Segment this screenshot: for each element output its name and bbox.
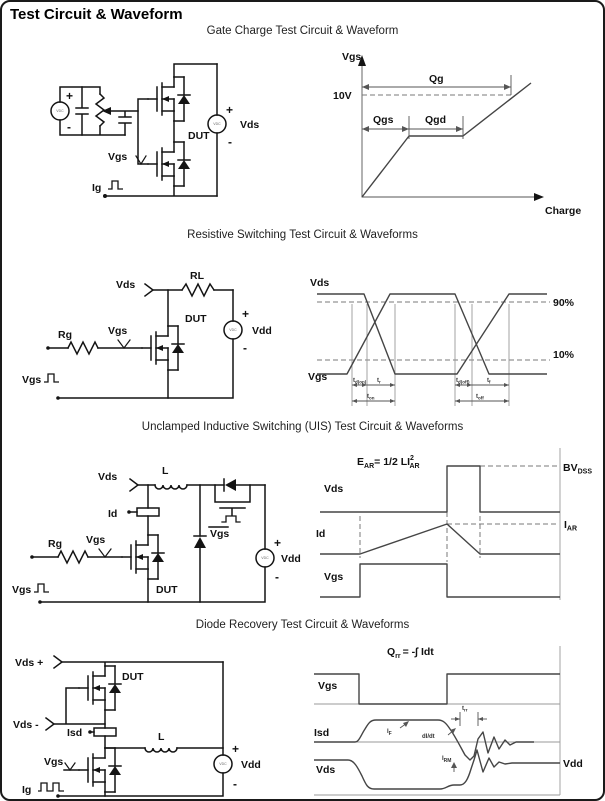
ear-formula: $E_{AR}= 1/2$ $LI^2$ AR [357, 455, 420, 470]
vds-probe-label: Vds [98, 471, 118, 483]
vdd-minus-sign: - [243, 341, 247, 355]
x-axis-label: Charge [545, 205, 582, 217]
diode-recovery-circuit-diagram [10, 636, 305, 800]
ninety-pct-label: 90% [553, 297, 575, 309]
top-rail [54, 656, 223, 668]
y-axis-label: Vgs [342, 51, 362, 63]
vdc-source-label: VDC [213, 122, 221, 126]
resistive-waveform-chart [305, 254, 603, 420]
vdd-plus-sign: + [232, 742, 240, 756]
vgs-input-label: Vgs [22, 374, 42, 386]
vdd-minus-sign: - [275, 570, 279, 584]
gate-branch [30, 549, 122, 563]
vdc-source-label: VDC [56, 109, 64, 113]
axes [358, 55, 544, 201]
id-label: Id [108, 508, 118, 520]
rg-label: Rg [58, 329, 72, 341]
vgs-label: Vgs [44, 756, 64, 768]
didt-label: dI/dt [422, 734, 435, 740]
resistive-section-title: Resistive Switching Test Circuit & Waveforms [187, 229, 418, 241]
trr-label: $t_{rr}$ [462, 706, 468, 713]
vds-trace [317, 294, 547, 374]
page-title: Test Circuit & Waveform [10, 6, 183, 23]
qgd-label: Qgd [425, 114, 446, 126]
rg-label: Rg [48, 538, 62, 550]
vdd-label: Vdd [241, 759, 261, 771]
gate-charge-waveform-chart [305, 44, 603, 224]
timing-gridlines [352, 304, 509, 406]
dashed-references [360, 466, 558, 562]
uis-circuit-diagram [10, 440, 305, 614]
toff-label: $t_{off}$ [476, 394, 484, 401]
gate-branch [46, 340, 142, 354]
qgs-label: Qgs [373, 114, 394, 126]
vgs-trace [320, 564, 560, 597]
vdd-plus-sign: + [242, 307, 250, 321]
vgs-trace [317, 294, 547, 374]
vdd-plus-sign: + [274, 536, 282, 550]
irm-arrow [451, 762, 457, 772]
vgs-pulse-icon [34, 584, 49, 592]
id-trace [320, 524, 560, 554]
vds-minus-probe-label: Vds - [13, 719, 39, 731]
vgs-pulse-icon [44, 374, 59, 382]
vgs-trace-label: Vgs [308, 371, 328, 383]
if-arrow [400, 721, 409, 728]
vds-label: Vds [240, 119, 260, 131]
supply-branch [56, 662, 232, 798]
vds-probe-label: Vds [116, 279, 136, 291]
vdd-label: Vdd [252, 325, 272, 337]
uis-waveform-chart [302, 440, 600, 614]
vds-plus-sign: + [226, 103, 234, 117]
vds-trace-label: Vds [324, 483, 344, 495]
driver-mosfet [64, 748, 121, 796]
vds-trace-label: Vds [316, 764, 336, 776]
clamp-diode-branch [194, 485, 206, 602]
dut-mosfet [46, 666, 121, 730]
irm-label: $I_{RM}$ [442, 756, 452, 764]
ig-pulse-icon [108, 181, 123, 189]
drain-branch [130, 479, 265, 535]
dut-label: DUT [122, 671, 144, 683]
vdc-source-label: VDC [229, 328, 237, 332]
dut-label: DUT [188, 130, 210, 142]
vgs-trace [314, 674, 560, 704]
ten-volt-label: 10V [333, 90, 352, 102]
ig-double-pulse-icon [38, 783, 64, 791]
vds-supply-branch [208, 64, 226, 196]
bvdss-label: $BV_{DSS}$ [563, 462, 592, 476]
vds-trace [314, 750, 560, 789]
isd-trace [314, 720, 534, 760]
inductor-branch [105, 748, 223, 752]
tr-label: $t_r$ [377, 378, 381, 385]
vgs-bar-label: Vgs [210, 528, 230, 540]
vdd-level-label: Vdd [563, 758, 583, 770]
vdd-label: Vdd [281, 553, 301, 565]
isd-label: Isd [67, 727, 83, 739]
vgs-input-label: Vgs [12, 584, 32, 596]
isd-sense-branch [88, 724, 116, 748]
vgs-trace-label: Vgs [318, 680, 338, 692]
vgs-trace-label: Vgs [324, 571, 344, 583]
vgs-probe-label: Vgs [108, 325, 128, 337]
vds-trace [320, 466, 560, 512]
driver-mosfet [215, 485, 250, 522]
qrr-formula: $Q_{rr}$ = -∫ Idt [387, 646, 434, 660]
dut-mosfet [142, 326, 184, 398]
ig-label: Ig [92, 182, 102, 194]
vgs-probe-label: Vgs [86, 534, 106, 546]
tf-label: $t_f$ [487, 378, 491, 385]
vds-minus-sign: - [228, 135, 232, 149]
td-on-label: $t_{d(on)}$ [353, 378, 367, 385]
gate-charge-circuit-diagram [20, 44, 305, 224]
vgs-charge-curve [362, 83, 531, 197]
source-minus-sign: - [67, 120, 71, 134]
ten-pct-label: 10% [553, 349, 575, 361]
isd-trace-label: Isd [314, 727, 330, 739]
vds-plus-probe-label: Vds + [15, 657, 44, 669]
gate-charge-section-title: Gate Charge Test Circuit & Waveform [206, 25, 399, 37]
dut-label: DUT [156, 584, 178, 596]
resistive-circuit-diagram [20, 248, 305, 420]
diode-recovery-waveform-chart [302, 636, 600, 800]
qg-label: Qg [429, 73, 444, 85]
source-plus-sign: + [66, 89, 74, 103]
td-off-label: $t_{d(off)}$ [456, 378, 470, 385]
inductor-label: L [162, 465, 169, 477]
rl-label: RL [190, 270, 204, 282]
vgs-label: Vgs [108, 151, 128, 163]
vdd-minus-sign: - [233, 777, 237, 791]
trr-dimension [451, 712, 487, 726]
ton-label: $t_{on}$ [367, 394, 375, 401]
timing-dimension-arrows [352, 383, 509, 403]
inductor-label: L [158, 731, 165, 743]
ig-label: Ig [22, 784, 32, 796]
if-label: $I_F$ [387, 729, 392, 737]
vdc-source-label: VDC [219, 762, 227, 766]
vds-trace-label: Vds [310, 277, 330, 289]
id-trace-label: Id [316, 528, 326, 540]
diode-recovery-section-title: Diode Recovery Test Circuit & Waveforms [195, 619, 410, 631]
dut-label: DUT [185, 313, 207, 325]
iar-label: $I_{AR}$ [564, 519, 578, 533]
vdc-source-label: VDC [261, 556, 269, 560]
uis-section-title: Unclamped Inductive Switching (UIS) Test Circuit & Waveforms [141, 421, 464, 433]
